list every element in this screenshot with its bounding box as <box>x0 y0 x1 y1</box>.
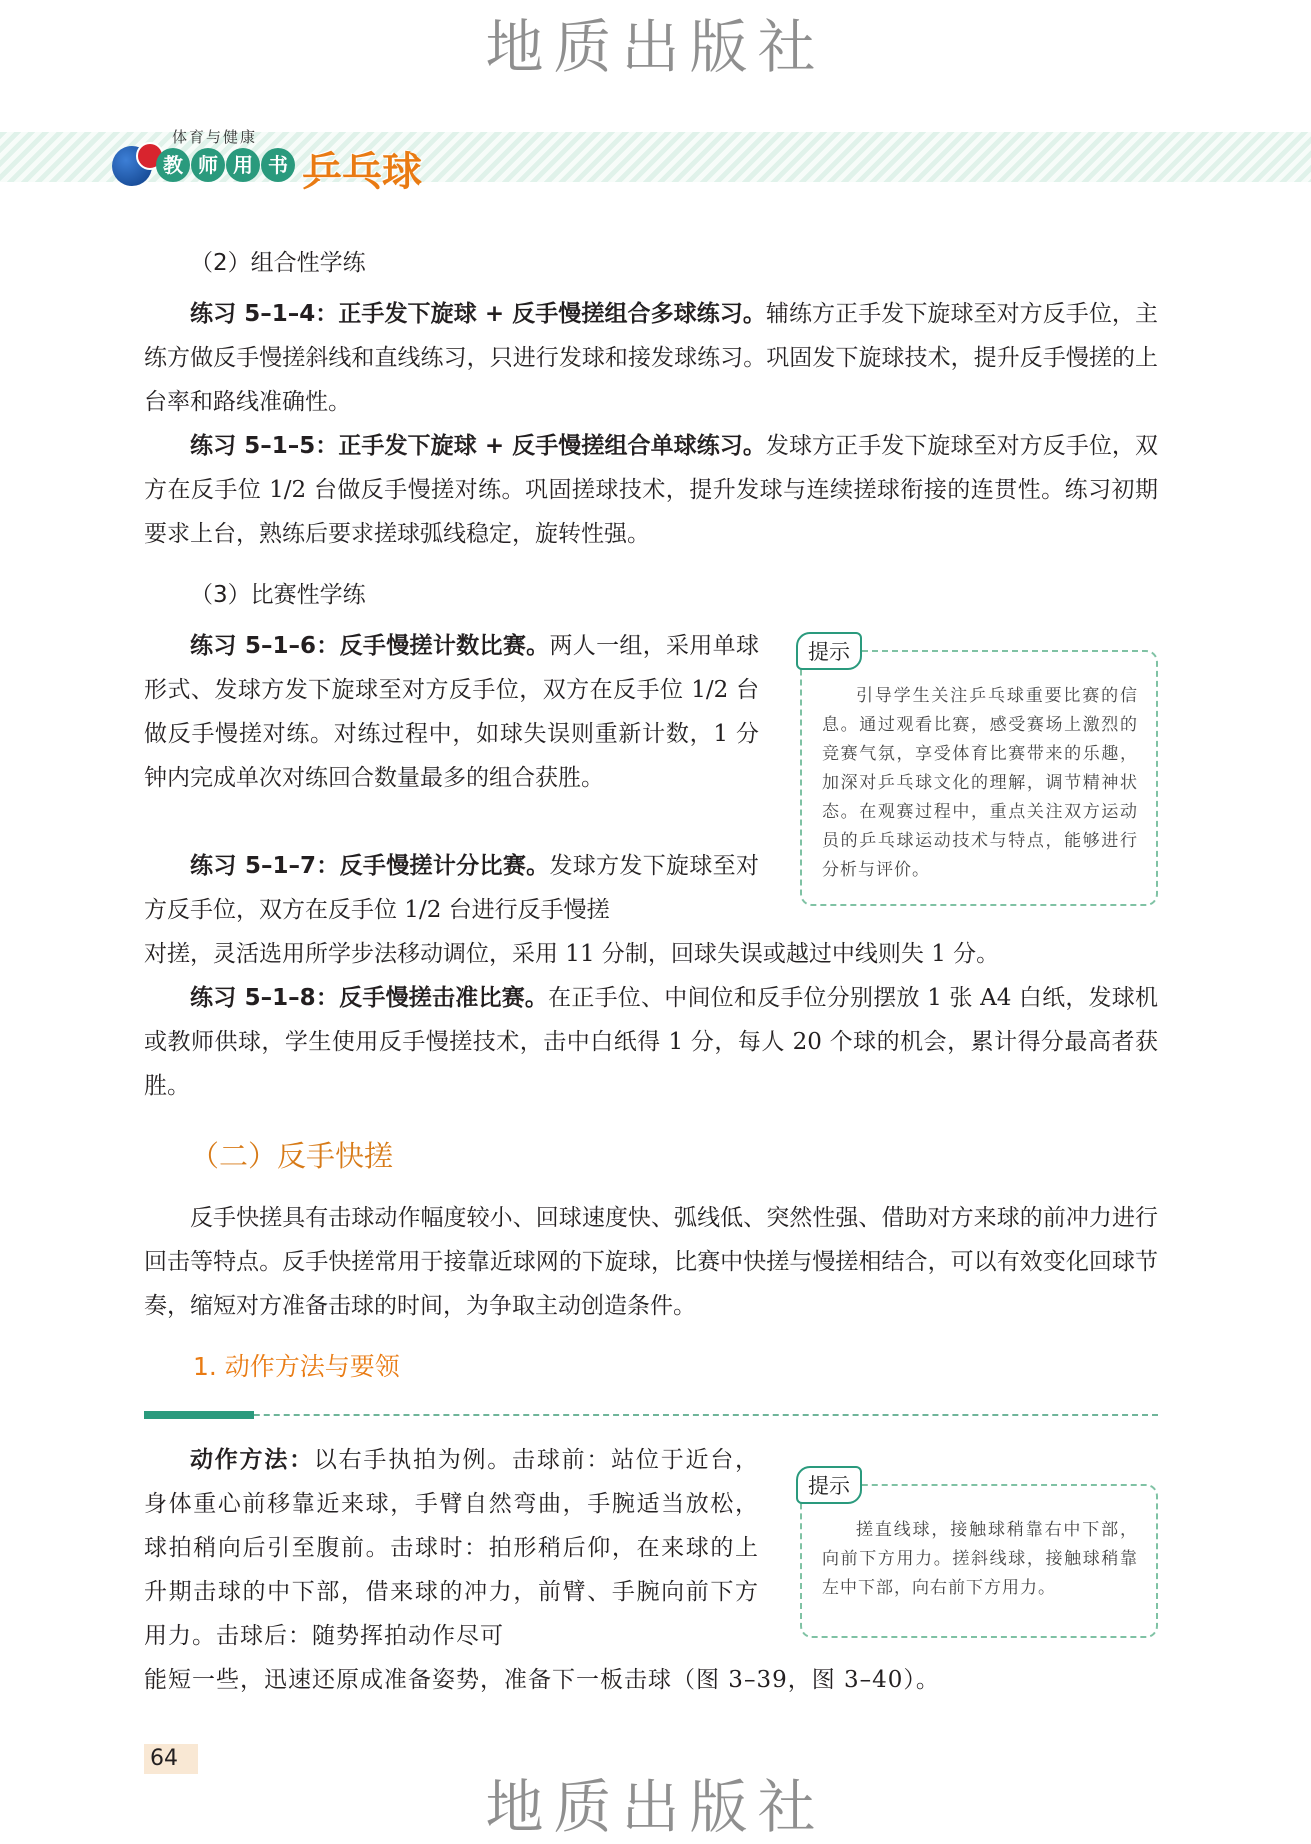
exercise-label: 练习 5–1–8：反手慢搓击准比赛。 <box>190 985 549 1011</box>
exercise-label: 练习 5–1–7：反手慢搓计分比赛。 <box>190 853 550 879</box>
book-type <box>156 148 296 182</box>
exercise-5-1-8 <box>144 976 1158 1108</box>
method-label: 动作方法： <box>190 1447 314 1473</box>
exercise-text: 两人一组，采用单球形式、发球方发下旋球至对方反手位，双方在反手位 1/2 台做反手慢搓对练。对练过程中，如球失误则重新计数，1 分钟内完成单次对练回合数量最多的组合获胜。 <box>144 633 759 791</box>
sub-heading-method: 1. 动作方法与要领 <box>193 1352 400 1381</box>
divider-accent <box>144 1411 254 1419</box>
subject-title: 乒乓球 <box>302 149 422 195</box>
watermark-top: 地质出版社 <box>485 13 826 81</box>
watermark-bottom: 地质出版社 <box>485 1773 826 1841</box>
series-name: 体育与健康 <box>172 128 258 146</box>
book-type-char: 书 <box>261 148 295 182</box>
page-number: 64 <box>144 1744 198 1774</box>
method-text: 以右手执拍为例。击球前：站位于近台，身体重心前移靠近来球，手臂自然弯曲，手腕适当放松，球拍稍向后引至腹前。击球时：拍形稍后仰，在来球的上升期击球的中下部，借来球的冲力，前臂、手腕向前下方用力。击球后：随势挥拍动作尽可 <box>144 1447 760 1649</box>
book-type-char: 师 <box>191 148 225 182</box>
exercise-5-1-6 <box>144 624 759 800</box>
tip-text: 搓直线球，接触球稍靠右中下部，向前下方用力。搓斜线球，接触球稍靠左中下部，向右前下方用力。 <box>822 1520 1138 1598</box>
method-paragraph-cont: 能短一些，迅速还原成准备姿势，准备下一板击球（图 3–39，图 3–40）。 <box>144 1667 940 1693</box>
exercise-5-1-5 <box>144 424 1158 556</box>
book-type-char: 教 <box>156 148 190 182</box>
exercise-label: 练习 5–1–5：正手发下旋球 + 反手慢搓组合单球练习。 <box>190 433 766 459</box>
combo-heading: （2）组合性学练 <box>190 250 366 276</box>
exercise-5-1-7 <box>144 844 759 932</box>
exercise-5-1-7-cont: 对搓，灵活选用所学步法移动调位，采用 11 分制，回球失误或越过中线则失 1 分。 <box>144 941 1000 967</box>
exercise-text: 辅练方正手发下旋球至对方反手位，主练方做反手慢搓斜线和直线练习，只进行发球和接发球练习。巩固发下旋球技术，提升反手慢搓的上台率和路线准确性。 <box>144 301 1158 415</box>
exercise-label: 练习 5–1–4：正手发下旋球 + 反手慢搓组合多球练习。 <box>190 301 766 327</box>
exercise-text: 发球方正手发下旋球至对方反手位，双方在反手位 1/2 台做反手慢搓对练。巩固搓球技术，提升发球与连续搓球衔接的连贯性。练习初期要求上台，熟练后要求搓球弧线稳定，旋转性强。 <box>144 433 1158 547</box>
divider-dashed <box>144 1414 1158 1416</box>
method-paragraph <box>144 1438 759 1658</box>
book-type-char: 用 <box>226 148 260 182</box>
exercise-text: 发球方发下旋球至对方反手位，双方在反手位 1/2 台进行反手慢搓 <box>144 853 759 923</box>
exercise-text: 在正手位、中间位和反手位分别摆放 1 张 A4 白纸，发球机或教师供球，学生使用反手慢搓技术，击中白纸得 1 分，每人 20 个球的机会，累计得分最高者获胜。 <box>144 985 1158 1099</box>
exercise-5-1-4 <box>144 292 1158 424</box>
match-heading: （3）比赛性学练 <box>190 582 366 608</box>
tip-box <box>800 640 1158 906</box>
fast-push-intro: 反手快搓具有击球动作幅度较小、回球速度快、弧线低、突然性强、借助对方来球的前冲力进行回击等特点。反手快搓常用于接靠近球网的下旋球，比赛中快搓与慢搓相结合，可以有效变化回球节奏，缩短对方准备击球的时间，为争取主动创造条件。 <box>144 1205 1158 1319</box>
tip-box <box>800 1474 1158 1638</box>
series-logo <box>112 126 442 196</box>
section-heading-fast-push: （二）反手快搓 <box>190 1139 394 1173</box>
exercise-label: 练习 5–1–6：反手慢搓计数比赛。 <box>190 633 550 659</box>
tip-label: 提示 <box>796 1466 862 1504</box>
tip-text: 引导学生关注乒乓球重要比赛的信息。通过观看比赛，感受赛场上激烈的竞赛气氛，享受体育比赛带来的乐趣，加深对乒乓球文化的理解，调节精神状态。在观赛过程中，重点关注双方运动员的乒乓球运动技术与特点，能够进行分析与评价。 <box>822 686 1138 880</box>
tip-label: 提示 <box>796 632 862 670</box>
